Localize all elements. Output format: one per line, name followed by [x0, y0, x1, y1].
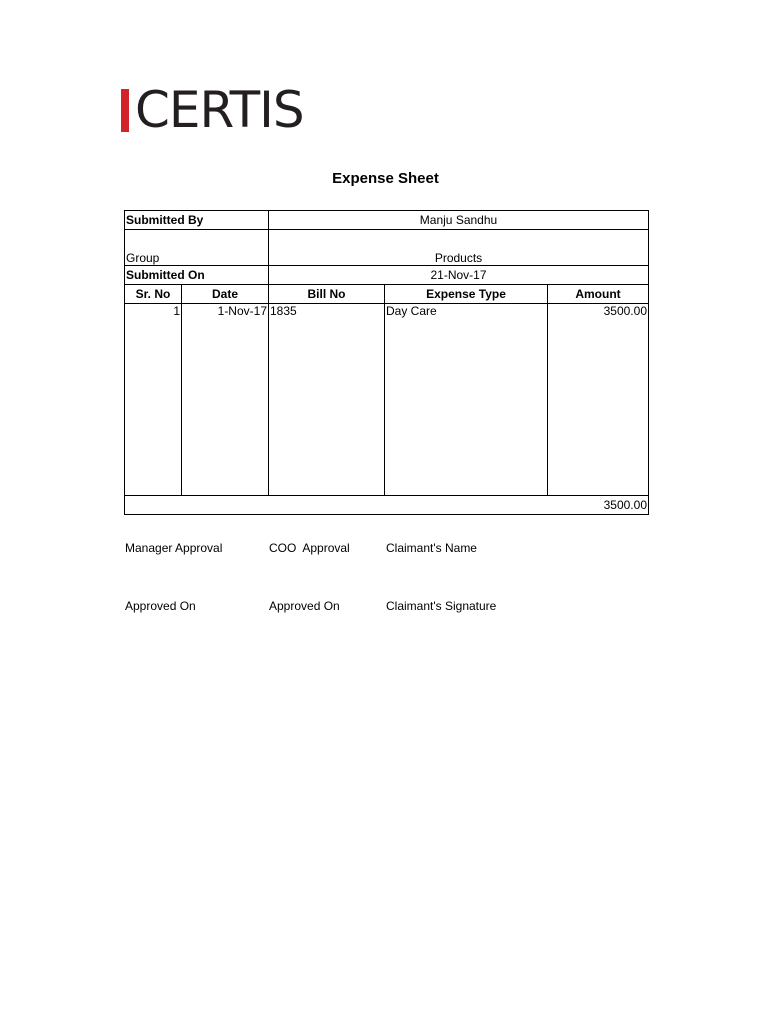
submitted-on-row: [125, 266, 649, 285]
column-header-amount: Amount: [548, 285, 649, 304]
cell-expense-type: Day Care: [385, 304, 548, 496]
expense-table: [124, 210, 649, 515]
company-logo: [121, 81, 304, 139]
submitted-on-value: 21-Nov-17: [269, 266, 649, 285]
submitted-by-label: Submitted By: [125, 211, 269, 230]
group-row: [125, 230, 649, 266]
cell-bill-no: 1835: [269, 304, 385, 496]
manager-approval-label: Manager Approval: [125, 541, 223, 555]
column-header-bill-no: Bill No: [269, 285, 385, 304]
table-row: [125, 304, 649, 496]
approved-on-label-manager: Approved On: [125, 599, 196, 613]
submitted-by-value: Manju Sandhu: [269, 211, 649, 230]
claimant-name-label: Claimant's Name: [386, 541, 477, 555]
logo-text: CERTIS: [135, 81, 304, 139]
submitted-by-row: [125, 211, 649, 230]
column-header-row: [125, 285, 649, 304]
total-row: [125, 496, 649, 515]
total-amount: 3500.00: [125, 496, 649, 515]
column-header-date: Date: [182, 285, 269, 304]
cell-sr-no: 1: [125, 304, 182, 496]
coo-approval-label: COO Approval: [269, 541, 350, 555]
cell-amount: 3500.00: [548, 304, 649, 496]
cell-date: 1-Nov-17: [182, 304, 269, 496]
logo-red-bar: [121, 89, 129, 132]
claimant-signature-label: Claimant's Signature: [386, 599, 497, 613]
approved-on-label-coo: Approved On: [269, 599, 340, 613]
group-value: Products: [269, 230, 649, 266]
submitted-on-label: Submitted On: [125, 266, 269, 285]
column-header-expense-type: Expense Type: [385, 285, 548, 304]
page-title: Expense Sheet: [332, 170, 439, 187]
column-header-sr-no: Sr. No: [125, 285, 182, 304]
group-label: Group: [125, 230, 269, 266]
